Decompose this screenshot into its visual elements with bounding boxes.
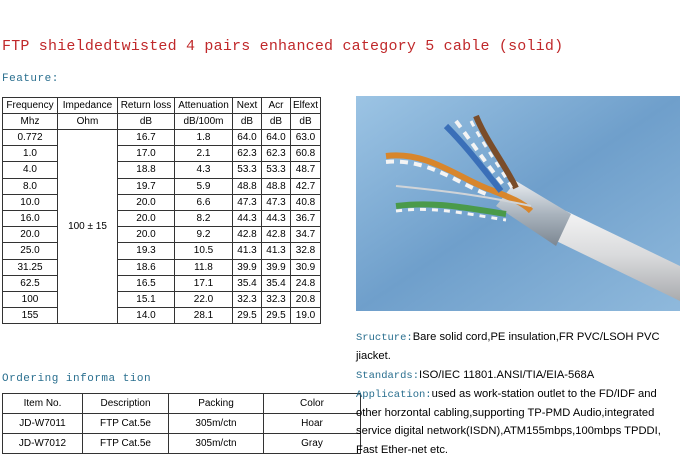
- table-cell: 24.8: [291, 275, 321, 291]
- table-cell: 10.0: [3, 194, 58, 210]
- table-row: [3, 162, 321, 178]
- application-label: Application:: [356, 388, 432, 401]
- unit-cell: dB: [118, 114, 175, 130]
- table-cell: 0.772: [3, 130, 58, 146]
- table-cell: 20.0: [118, 194, 175, 210]
- table-cell: 29.5: [262, 308, 291, 324]
- table-cell: 20.0: [118, 227, 175, 243]
- standards-text: ISO/IEC 11801.ANSI/TIA/EIA-568A: [419, 368, 595, 381]
- table-cell: 28.1: [175, 308, 233, 324]
- feature-label: Feature:: [2, 73, 59, 85]
- table-cell: 44.3: [233, 210, 262, 226]
- table-cell: 15.1: [118, 291, 175, 307]
- table-cell: 53.3: [233, 162, 262, 178]
- unit-cell: Ohm: [58, 114, 118, 130]
- table-cell: 18.6: [118, 259, 175, 275]
- table-cell: 11.8: [175, 259, 233, 275]
- application-text: used as work-station outlet to the FD/IDF and other horzontal cabling,supporting TP-PMD Audio,integrated service digital network(ISDN),ATM155mbps,100mbps TPDDI, Fast Ether-net etc.: [356, 387, 661, 456]
- table-cell: 5.9: [175, 178, 233, 194]
- order-cell: Gray: [264, 434, 361, 454]
- unit-cell: dB: [291, 114, 321, 130]
- spec-units-row: [3, 114, 321, 130]
- header-cell: Frequency: [3, 98, 58, 114]
- table-row: [3, 434, 361, 454]
- table-row: [3, 308, 321, 324]
- spec-table: [2, 97, 321, 324]
- table-row: [3, 178, 321, 194]
- table-cell: 48.8: [262, 178, 291, 194]
- table-cell: 17.1: [175, 275, 233, 291]
- table-cell: 32.8: [291, 243, 321, 259]
- table-cell: 9.2: [175, 227, 233, 243]
- header-cell: Description: [83, 394, 169, 414]
- table-cell: 47.3: [262, 194, 291, 210]
- table-cell: 53.3: [262, 162, 291, 178]
- table-cell: 35.4: [262, 275, 291, 291]
- order-cell: JD-W7011: [3, 414, 83, 434]
- table-cell: 1.8: [175, 130, 233, 146]
- table-cell: 41.3: [233, 243, 262, 259]
- header-cell: Elfext: [291, 98, 321, 114]
- table-row: [3, 291, 321, 307]
- standards-label: Standards:: [356, 369, 420, 382]
- header-cell: Packing: [169, 394, 264, 414]
- table-cell: 14.0: [118, 308, 175, 324]
- table-cell: 34.7: [291, 227, 321, 243]
- table-cell: 6.6: [175, 194, 233, 210]
- table-cell: 64.0: [262, 130, 291, 146]
- table-cell: 8.0: [3, 178, 58, 194]
- table-cell: 40.8: [291, 194, 321, 210]
- table-cell: 62.3: [233, 146, 262, 162]
- table-row: [3, 275, 321, 291]
- header-cell: Return loss: [118, 98, 175, 114]
- table-cell: 42.7: [291, 178, 321, 194]
- page-title: FTP shieldedtwisted 4 pairs enhanced category 5 cable (solid): [2, 38, 564, 55]
- table-row: [3, 414, 361, 434]
- table-cell: 41.3: [262, 243, 291, 259]
- header-cell: Color: [264, 394, 361, 414]
- unit-cell: dB/100m: [175, 114, 233, 130]
- table-cell: 39.9: [233, 259, 262, 275]
- structure-label: Sructure:: [356, 332, 413, 344]
- table-cell: 29.5: [233, 308, 262, 324]
- table-cell: 100: [3, 291, 58, 307]
- table-row: [3, 210, 321, 226]
- unit-cell: dB: [233, 114, 262, 130]
- table-cell: 19.7: [118, 178, 175, 194]
- order-cell: Hoar: [264, 414, 361, 434]
- table-cell: 48.8: [233, 178, 262, 194]
- header-cell: Attenuation: [175, 98, 233, 114]
- table-cell: 22.0: [175, 291, 233, 307]
- order-table: [2, 393, 361, 454]
- table-cell: 16.5: [118, 275, 175, 291]
- table-row: [3, 243, 321, 259]
- structure-text: Bare solid cord,PE insulation,FR PVC/LSOH PVC jiacket.: [356, 331, 660, 363]
- cable-image: [356, 96, 680, 311]
- table-cell: 36.7: [291, 210, 321, 226]
- table-row: [3, 259, 321, 275]
- table-cell: 31.25: [3, 259, 58, 275]
- header-cell: Next: [233, 98, 262, 114]
- unit-cell: Mhz: [3, 114, 58, 130]
- table-cell: 39.9: [262, 259, 291, 275]
- table-cell: 62.5: [3, 275, 58, 291]
- table-cell: 48.7: [291, 162, 321, 178]
- order-cell: JD-W7012: [3, 434, 83, 454]
- table-cell: 47.3: [233, 194, 262, 210]
- order-cell: 305m/ctn: [169, 414, 264, 434]
- table-row: [3, 130, 321, 146]
- table-cell: 20.0: [3, 227, 58, 243]
- table-cell: 25.0: [3, 243, 58, 259]
- spec-header-row: [3, 98, 321, 114]
- header-cell: Impedance: [58, 98, 118, 114]
- table-cell: 35.4: [233, 275, 262, 291]
- table-cell: 4.0: [3, 162, 58, 178]
- table-cell: 62.3: [262, 146, 291, 162]
- order-cell: FTP Cat.5e: [83, 414, 169, 434]
- table-cell: 20.0: [118, 210, 175, 226]
- table-cell: 16.7: [118, 130, 175, 146]
- order-cell: 305m/ctn: [169, 434, 264, 454]
- table-row: [3, 227, 321, 243]
- table-cell: 8.2: [175, 210, 233, 226]
- table-cell: 32.3: [233, 291, 262, 307]
- table-cell: 32.3: [262, 291, 291, 307]
- order-cell: FTP Cat.5e: [83, 434, 169, 454]
- table-cell: 19.3: [118, 243, 175, 259]
- table-cell: 1.0: [3, 146, 58, 162]
- table-cell: 19.0: [291, 308, 321, 324]
- table-cell: 63.0: [291, 130, 321, 146]
- table-cell: 4.3: [175, 162, 233, 178]
- table-cell: 155: [3, 308, 58, 324]
- ordering-label: Ordering informa tion: [2, 373, 152, 385]
- order-header-row: [3, 394, 361, 414]
- table-cell: 20.8: [291, 291, 321, 307]
- impedance-cell: 100 ± 15: [58, 130, 118, 324]
- table-row: [3, 194, 321, 210]
- cable-photo: [356, 96, 680, 311]
- unit-cell: dB: [262, 114, 291, 130]
- table-cell: 18.8: [118, 162, 175, 178]
- product-description: [356, 328, 682, 459]
- table-cell: 42.8: [262, 227, 291, 243]
- table-cell: 64.0: [233, 130, 262, 146]
- table-cell: 44.3: [262, 210, 291, 226]
- table-cell: 60.8: [291, 146, 321, 162]
- table-row: [3, 146, 321, 162]
- header-cell: Item No.: [3, 394, 83, 414]
- table-cell: 10.5: [175, 243, 233, 259]
- table-cell: 17.0: [118, 146, 175, 162]
- table-cell: 42.8: [233, 227, 262, 243]
- table-cell: 30.9: [291, 259, 321, 275]
- header-cell: Acr: [262, 98, 291, 114]
- table-cell: 2.1: [175, 146, 233, 162]
- table-cell: 16.0: [3, 210, 58, 226]
